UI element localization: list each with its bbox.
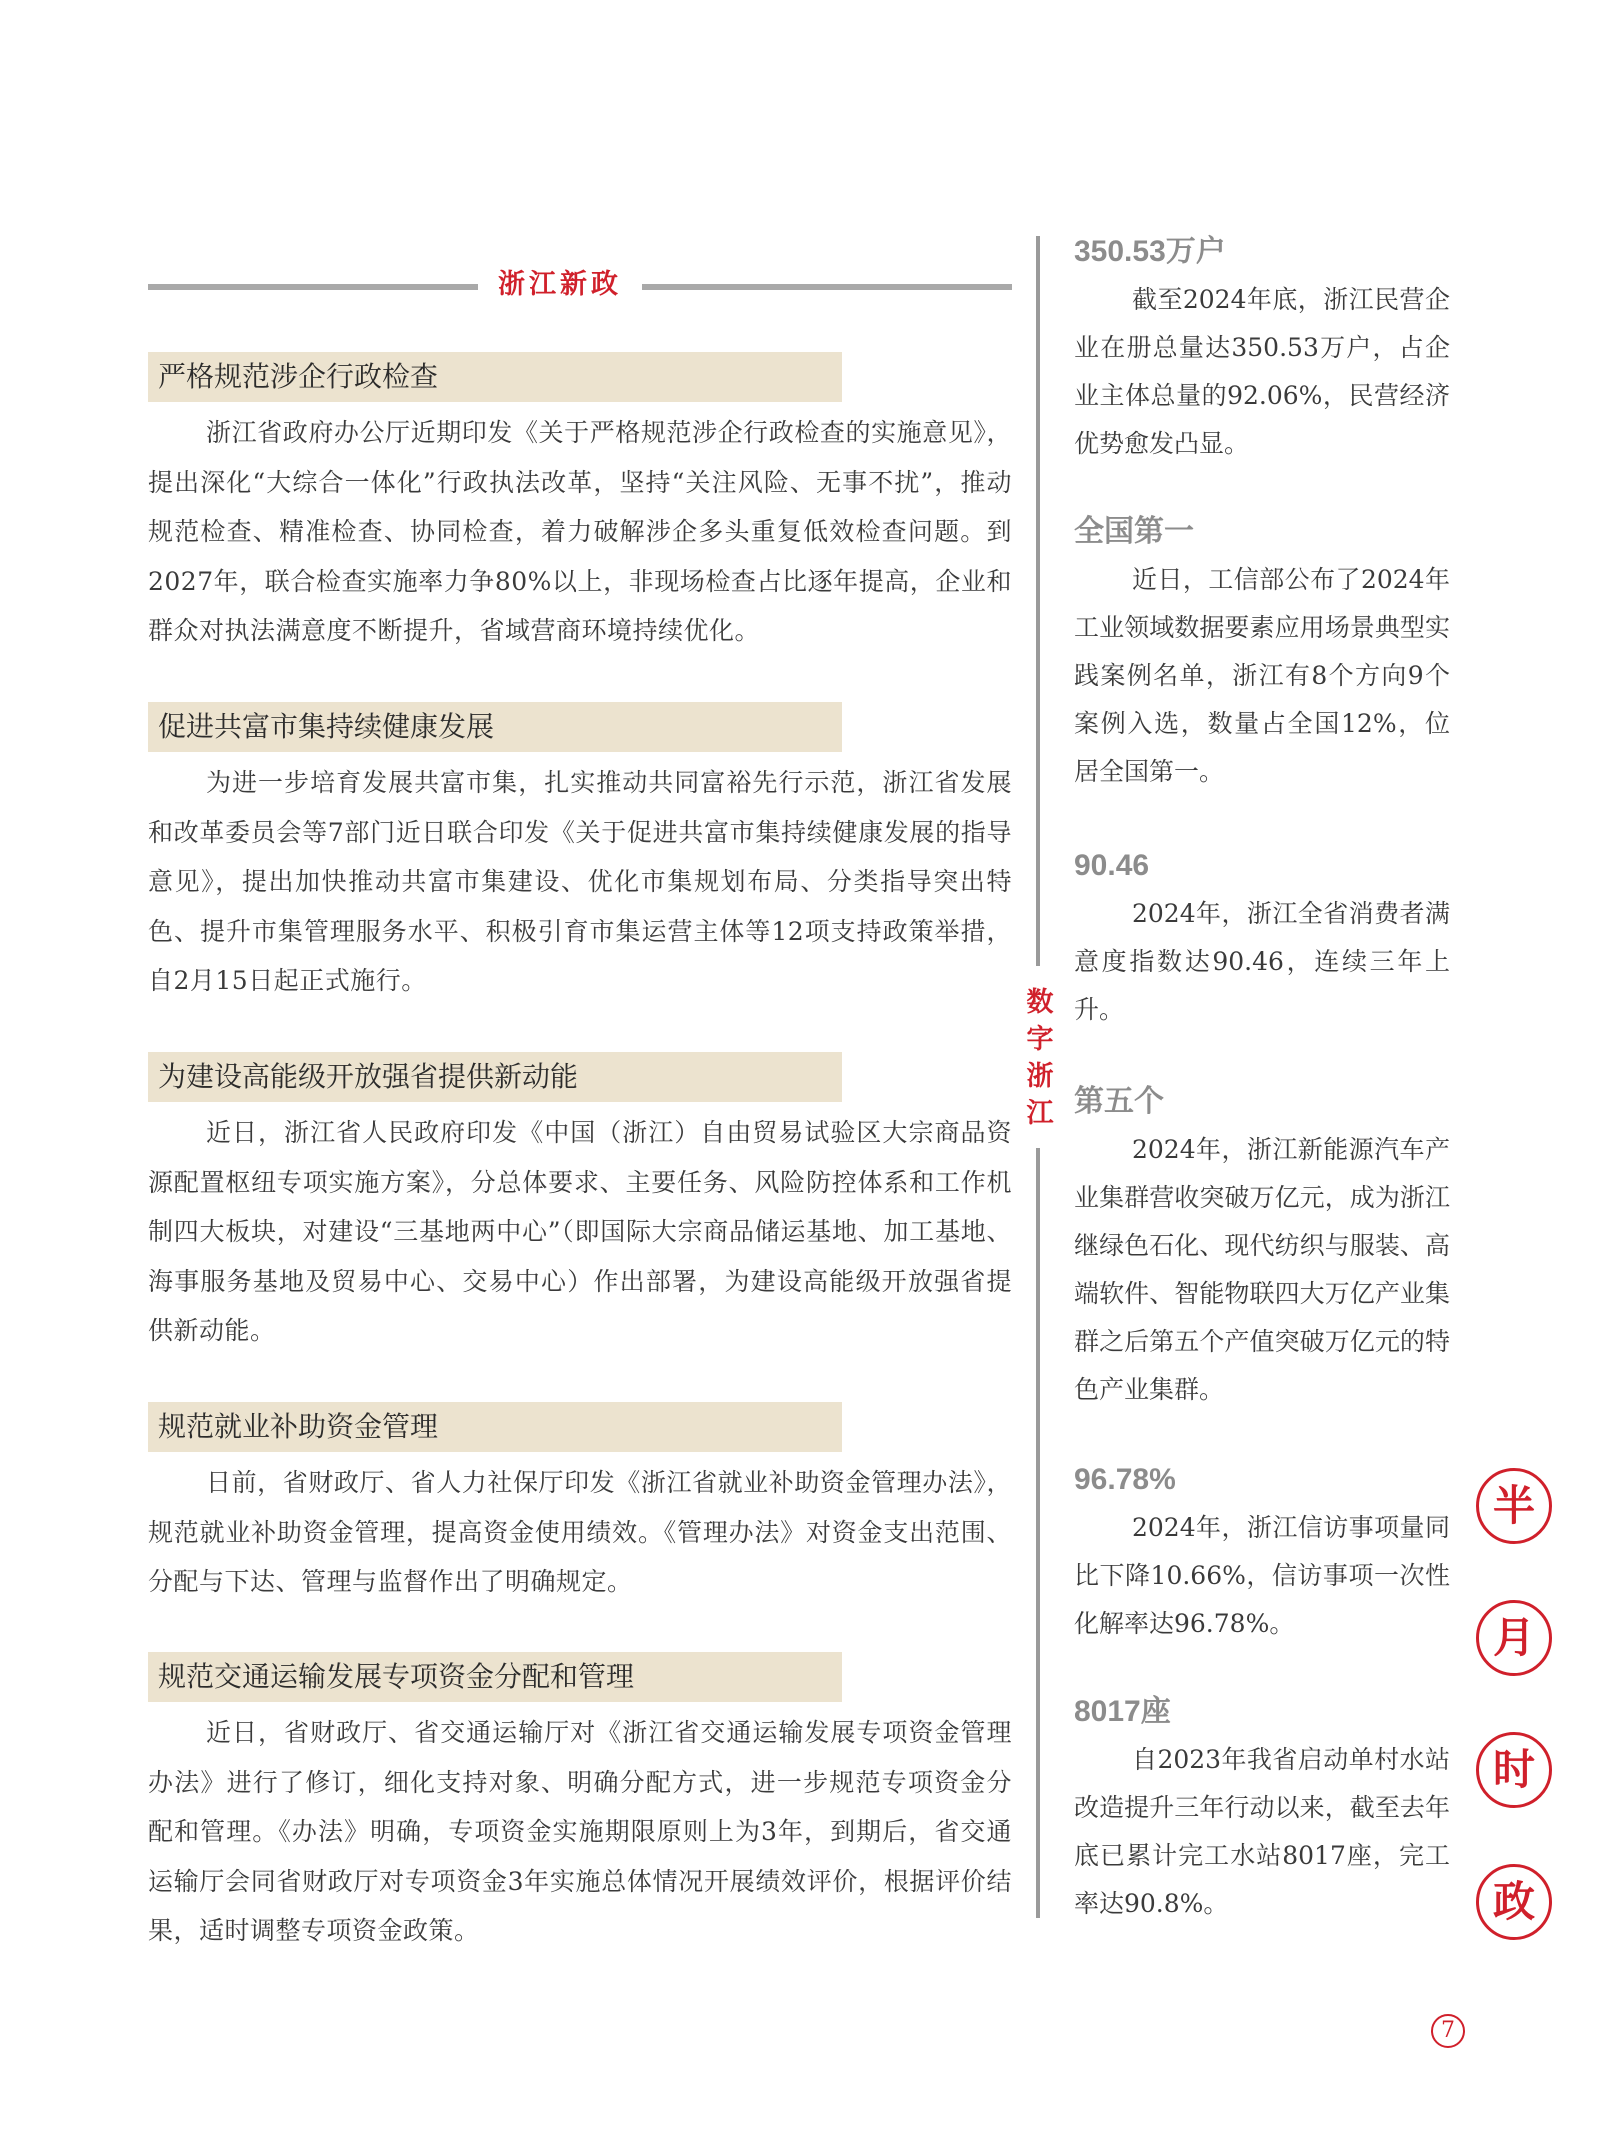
news-item-body: 近日，浙江省人民政府印发《中国（浙江）自由贸易试验区大宗商品资源配置枢纽专项实施方案》，分总体要求、主要任务、风险防控体系和工作机制四大板块，对建设“三基地两中心”（即国际大宗商品储运基地、加工基地、海事服务基地及贸易中心、交易中心）作出部署，为建设高能级开放强省提供新动能。 [148, 1118, 1012, 1345]
news-item [148, 1652, 1012, 1956]
news-item [148, 1052, 1012, 1356]
news-item-title: 为建设高能级开放强省提供新动能 [148, 1052, 842, 1102]
stat-title: 96.78% [1074, 1463, 1176, 1496]
news-item-body: 浙江省政府办公厅近期印发《关于严格规范涉企行政检查的实施意见》，提出深化“大综合一体化”行政执法改革，坚持“关注风险、无事不扰”，推动规范检查、精准检查、协同检查，着力破解涉企多头重复低效检查问题。到2027年，联合检查实施率力争80%以上，非现场检查占比逐年提高，企业和群众对执法满意度不断提升，省域营商环境持续优化。 [148, 418, 1012, 645]
stat-title: 90.46 [1074, 849, 1150, 882]
section-title: 浙江新政 [498, 269, 622, 300]
stat-body: 自2023年我省启动单村水站改造提升三年行动以来，截至去年底已累计完工水站8017座，完工率达90.8%。 [1074, 1745, 1450, 1918]
stat-title: 第五个 [1074, 1085, 1164, 1118]
news-item-body: 日前，省财政厅、省人力社保厅印发《浙江省就业补助资金管理办法》，规范就业补助资金管理，提高资金使用绩效。《管理办法》对资金支出范围、分配与下达、管理与监督作出了明确规定。 [148, 1468, 1012, 1596]
page-number: 7 [1431, 2014, 1465, 2048]
stat-title: 350.53万户 [1074, 235, 1226, 268]
stat-item [1074, 1692, 1450, 1928]
news-item [148, 702, 1012, 1006]
banner-seal: 时 [1476, 1732, 1552, 1808]
stat-item [1074, 1460, 1450, 1648]
stat-body: 2024年，浙江全省消费者满意度指数达90.46，连续三年上升。 [1074, 899, 1450, 1024]
stat-title: 8017座 [1074, 1695, 1171, 1728]
news-item-body: 近日，省财政厅、省交通运输厅对《浙江省交通运输发展专项资金管理办法》进行了修订，细化支持对象、明确分配方式，进一步规范专项资金分配和管理。《办法》明确，专项资金实施期限原则上为3年，到期后，省交通运输厅会同省财政厅对专项资金3年实施总体情况开展绩效评价，根据评价结果，适时调整专项资金政策。 [148, 1718, 1012, 1945]
news-item-title: 规范就业补助资金管理 [148, 1402, 842, 1452]
stat-item [1074, 846, 1450, 1034]
stat-body: 近日，工信部公布了2024年工业领域数据要素应用场景典型实践案例名单，浙江有8个方向9个案例入选，数量占全国12%，位居全国第一。 [1074, 565, 1450, 786]
banner-seal: 半 [1476, 1468, 1552, 1544]
stat-item [1074, 512, 1450, 796]
header-rule-left [148, 284, 478, 290]
stat-item [1074, 232, 1450, 468]
column-divider-top [1036, 236, 1040, 966]
stat-title: 全国第一 [1074, 515, 1194, 548]
banner-seal: 月 [1476, 1600, 1552, 1676]
stat-body: 2024年，浙江新能源汽车产业集群营收突破万亿元，成为浙江继绿色石化、现代纺织与服装、高端软件、智能物联四大万亿产业集群之后第五个产值突破万亿元的特色产业集群。 [1074, 1135, 1450, 1404]
header-rule-right [642, 284, 1012, 290]
stat-item [1074, 1082, 1450, 1414]
news-item-body: 为进一步培育发展共富市集，扎实推动共同富裕先行示范，浙江省发展和改革委员会等7部门近日联合印发《关于促进共富市集持续健康发展的指导意见》，提出加快推动共富市集建设、优化市集规划布局、分类指导突出特色、提升市集管理服务水平、积极引育市集运营主体等12项支持政策举措，自2月15日起正式施行。 [148, 768, 1012, 995]
banner-seal: 政 [1476, 1864, 1552, 1940]
news-item-title: 规范交通运输发展专项资金分配和管理 [148, 1652, 842, 1702]
stat-body: 截至2024年底，浙江民营企业在册总量达350.53万户，占企业主体总量的92.06%，民营经济优势愈发凸显。 [1074, 285, 1450, 458]
news-item [148, 352, 1012, 656]
news-item-title: 促进共富市集持续健康发展 [148, 702, 842, 752]
side-label: 数字浙江 [1026, 987, 1054, 1129]
stat-body: 2024年，浙江信访事项量同比下降10.66%，信访事项一次性化解率达96.78%。 [1074, 1513, 1450, 1638]
news-item [148, 1402, 1012, 1607]
column-divider-bottom [1036, 1148, 1040, 1918]
news-item-title: 严格规范涉企行政检查 [148, 352, 842, 402]
